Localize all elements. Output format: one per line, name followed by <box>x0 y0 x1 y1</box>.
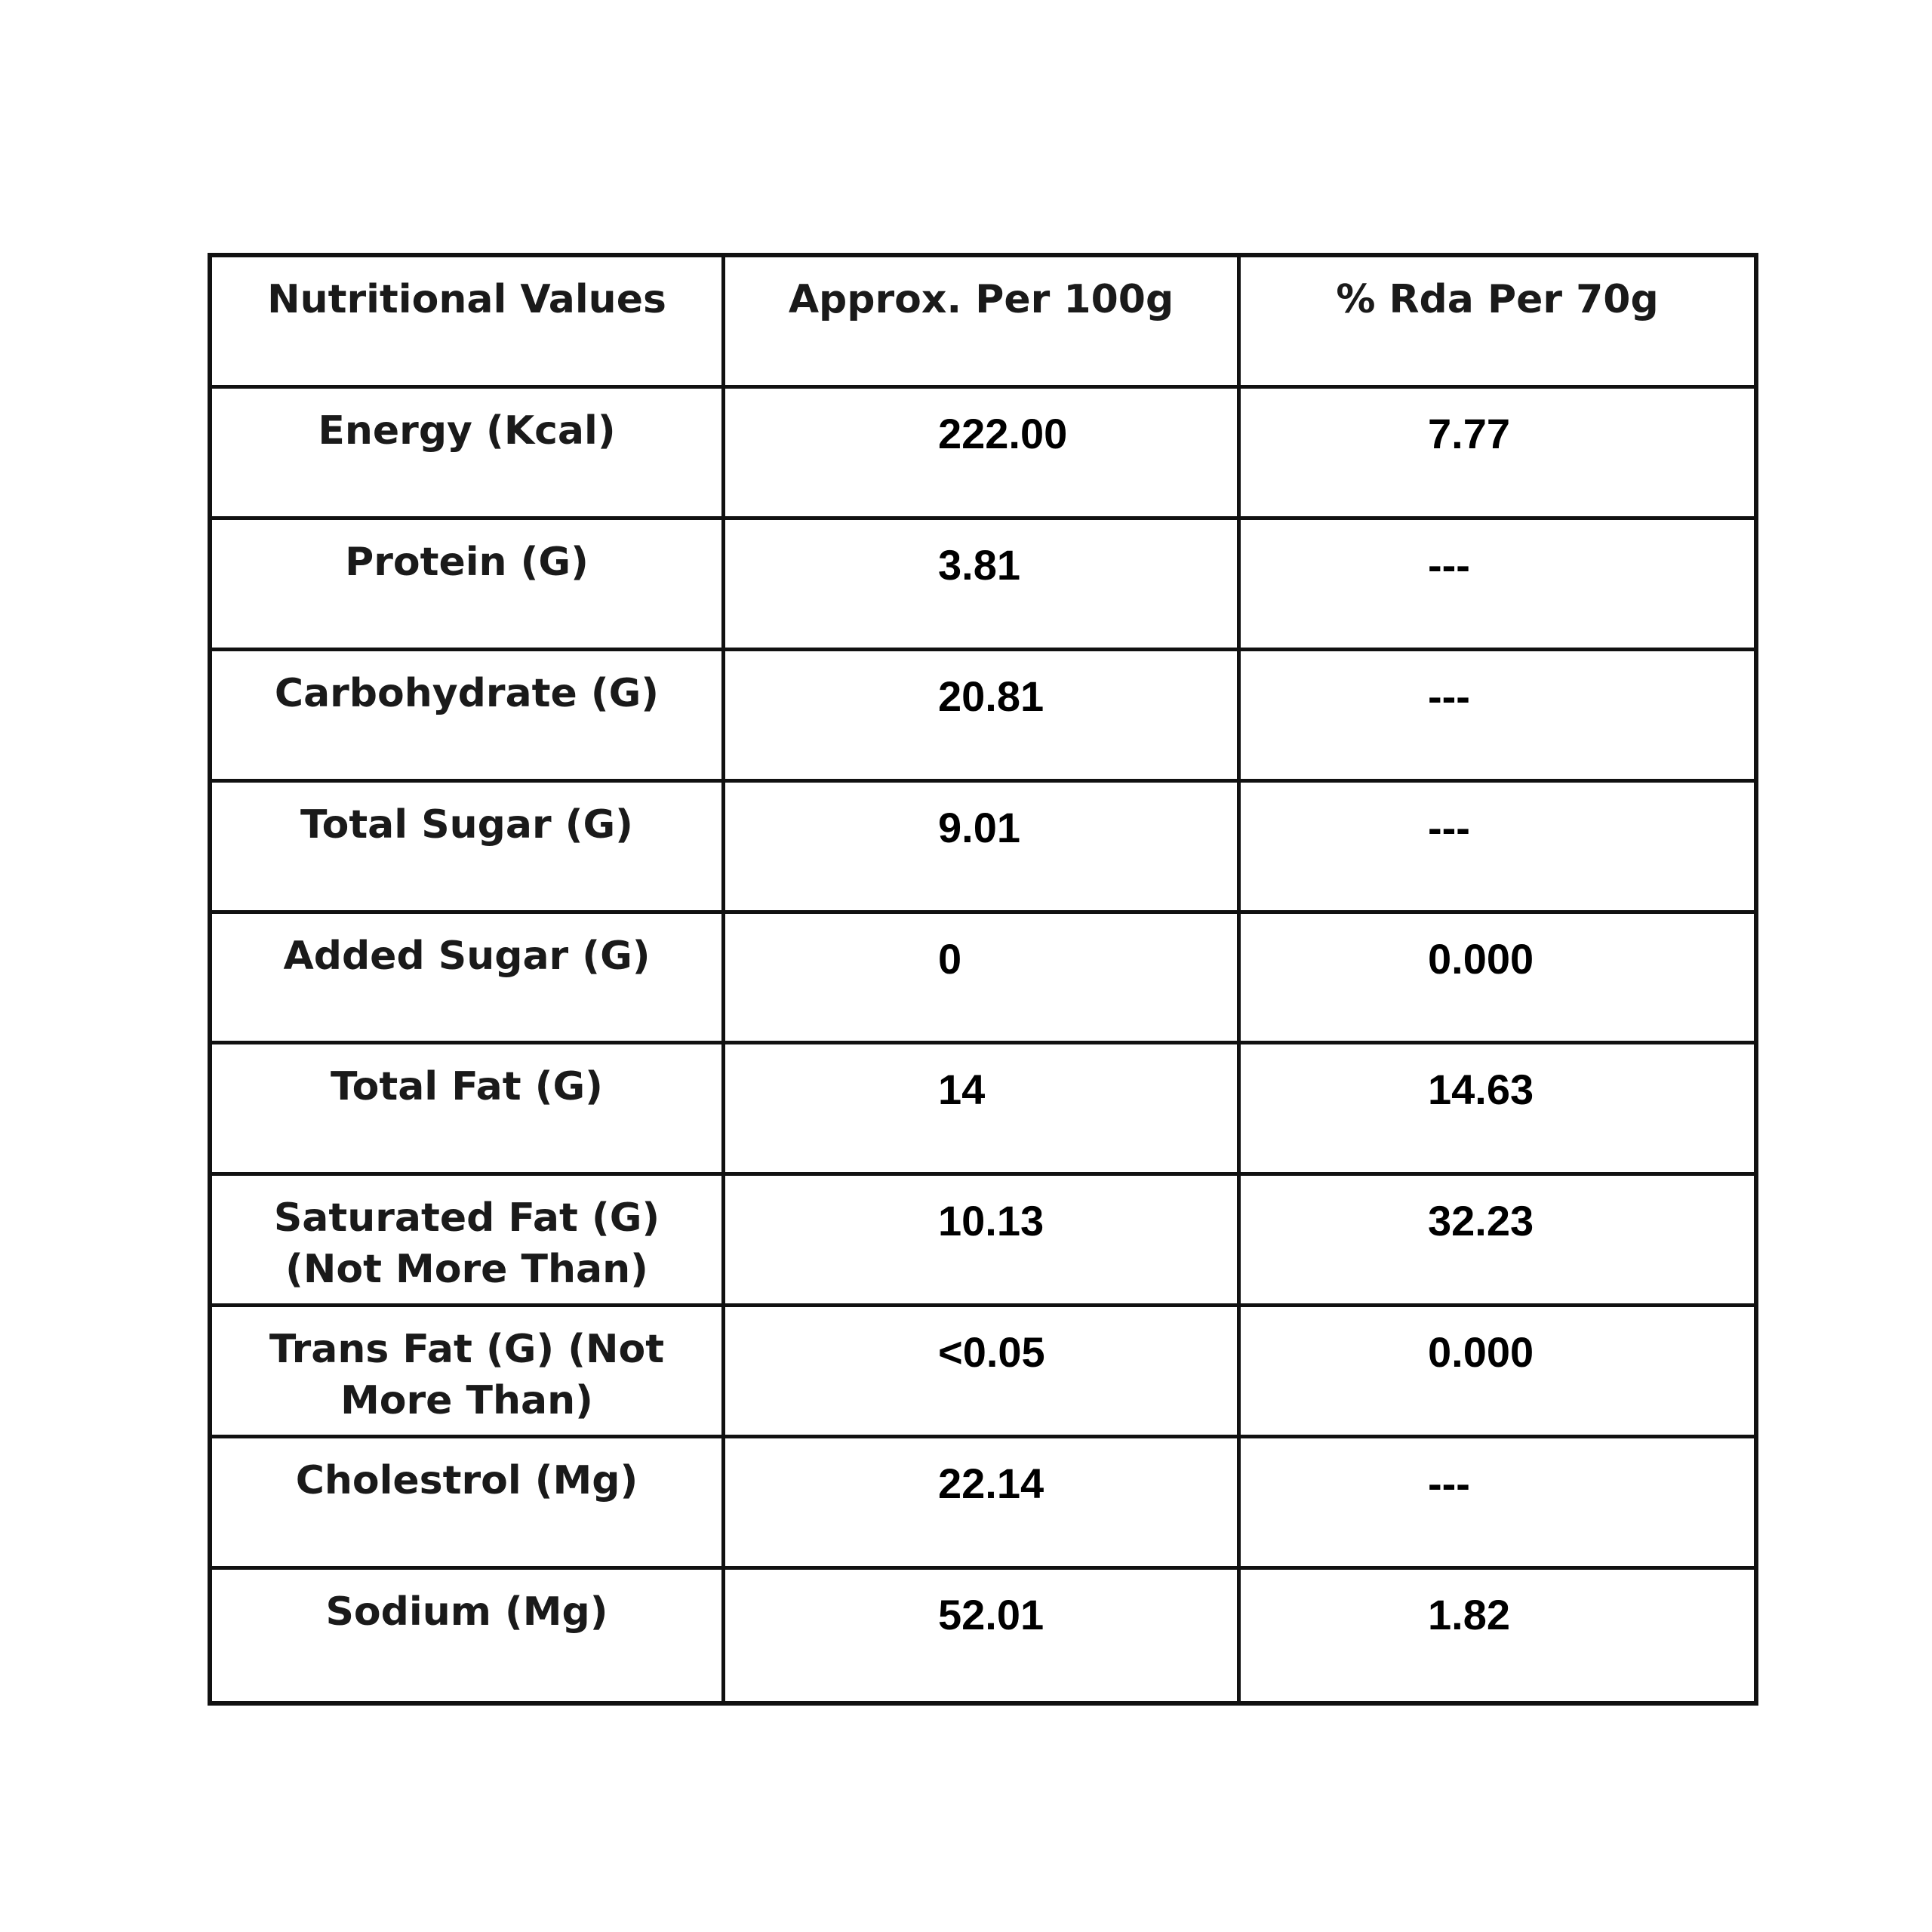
nutrient-label: Cholestrol (Mg) <box>212 1438 725 1570</box>
nutrient-label: Total Fat (G) <box>212 1044 725 1176</box>
per-100g-value: <0.05 <box>725 1307 1241 1438</box>
rda-per-70g-value: --- <box>1241 651 1754 783</box>
rda-per-70g-value: 7.77 <box>1241 389 1754 520</box>
nutrient-label: Added Sugar (G) <box>212 914 725 1045</box>
nutrient-label: Total Sugar (G) <box>212 783 725 914</box>
nutrition-table <box>208 253 1758 1706</box>
rda-per-70g-value: 32.23 <box>1241 1176 1754 1307</box>
rda-per-70g-value: 1.82 <box>1428 1591 1510 1639</box>
nutrient-label: Energy (Kcal) <box>212 389 725 520</box>
header-rda-per-70g: % Rda Per 70g <box>1241 257 1754 389</box>
per-100g-value: 20.81 <box>725 651 1241 783</box>
nutrient-label: Sodium (Mg) <box>212 1570 725 1701</box>
rda-per-70g-value: 0.000 <box>1241 1307 1754 1438</box>
rda-per-70g-value: --- <box>1241 783 1754 914</box>
rda-per-70g-value: --- <box>1241 520 1754 651</box>
per-100g-value: 9.01 <box>725 783 1241 914</box>
nutrient-label: Trans Fat (G) (Not More Than) <box>212 1307 725 1438</box>
rda-per-70g-value: 0.000 <box>1241 914 1754 1045</box>
per-100g-value: 10.13 <box>725 1176 1241 1307</box>
rda-per-70g-value: --- <box>1241 1438 1754 1570</box>
nutrient-label: Saturated Fat (G) (Not More Than) <box>212 1176 725 1307</box>
per-100g-value: 3.81 <box>725 520 1241 651</box>
nutrient-label: Protein (G) <box>212 520 725 651</box>
rda-per-70g-value: 14.63 <box>1241 1044 1754 1176</box>
per-100g-value: 52.01 <box>725 1570 1241 1701</box>
per-100g-value: 222.00 <box>725 389 1241 520</box>
per-100g-value: 22.14 <box>725 1438 1241 1570</box>
nutrition-grid <box>212 257 1754 1701</box>
per-100g-value: 0 <box>725 914 1241 1045</box>
per-100g-value: 14 <box>725 1044 1241 1176</box>
header-per-100g: Approx. Per 100g <box>725 257 1241 389</box>
nutrient-label: Carbohydrate (G) <box>212 651 725 783</box>
header-nutritional-values: Nutritional Values <box>212 257 725 389</box>
